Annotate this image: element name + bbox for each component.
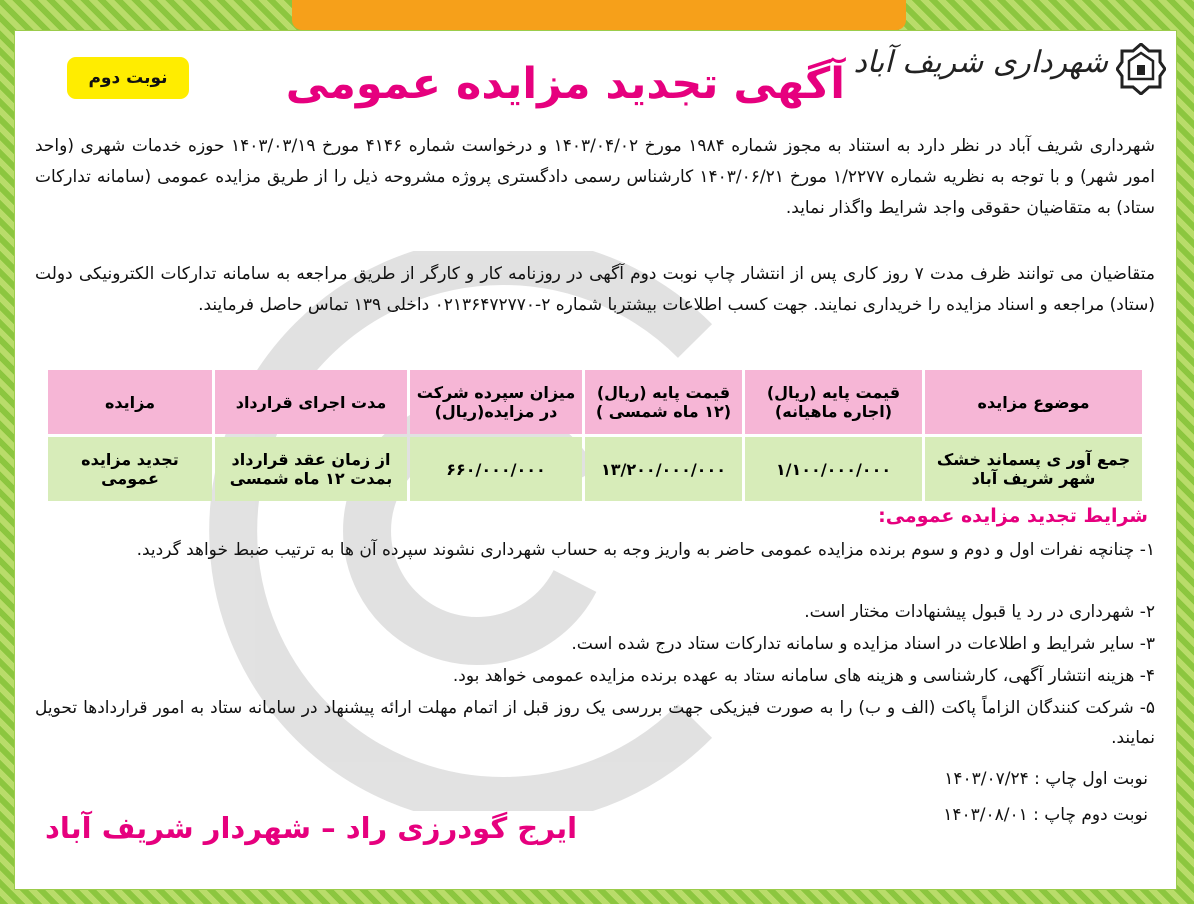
cell-auction: تجدید مزایده عمومی — [48, 437, 212, 501]
second-print-date: نوبت دوم چاپ : ۱۴۰۳/۰۸/۰۱ — [943, 805, 1148, 825]
intro-paragraph-2: متقاضیان می توانند ظرف مدت ۷ روز کاری پس از انتشار چاپ نوبت دوم آگهی در روزنامه کار و کارگر از طریق مراجعه به سامانه تدارکات الکترونیکی دولت (ستاد) مراجعه و اسناد مزایده را خریداری نمایند. جهت کسب اطلاعات بیشتربا شماره ۲-۰۲۱۳۶۴۷۲۷۷۰ داخلی ۱۳۹ تماس حاصل فرمایند. — [35, 264, 1155, 315]
municipality-name: شهرداری شریف آباد — [853, 45, 1108, 80]
condition-item: ۳- سایر شرایط و اطلاعات در اسناد مزایده و سامانه تدارکات ستاد درج شده است. — [571, 634, 1155, 654]
cell-monthly-price: ۱/۱۰۰/۰۰۰/۰۰۰ — [745, 437, 922, 501]
header-deposit: میزان سپرده شرکت در مزایده(ریال) — [410, 370, 582, 434]
header-monthly-price: قیمت پایه (ریال) (اجاره ماهیانه) — [745, 370, 922, 434]
header-subject: موضوع مزایده — [925, 370, 1142, 434]
cell-annual-price: ۱۳/۲۰۰/۰۰۰/۰۰۰ — [585, 437, 742, 501]
cell-subject: جمع آور ی پسماند خشک شهر شریف آباد — [925, 437, 1142, 501]
notice-body — [14, 30, 1177, 890]
municipality-emblem-icon — [1116, 43, 1166, 95]
cell-duration: از زمان عقد قرارداد بمدت ۱۲ ماه شمسی — [215, 437, 407, 501]
mayor-signature: ایرج گودرزی راد – شهردار شریف آباد — [45, 811, 578, 845]
condition-item: ۲- شهرداری در رد یا قبول پیشنهادات مختار است. — [804, 602, 1155, 622]
cell-deposit: ۶۶۰/۰۰۰/۰۰۰ — [410, 437, 582, 501]
header-auction: مزایده — [48, 370, 212, 434]
round-badge: نوبت دوم — [67, 57, 189, 99]
table-header-row — [48, 370, 1142, 434]
top-orange-tab — [292, 0, 906, 30]
intro-paragraph-1: شهرداری شریف آباد در نظر دارد به استناد به مجوز شماره ۱۹۸۴ مورخ ۱۴۰۳/۰۴/۰۲ و درخواست شماره ۴۱۴۶ مورخ ۱۴۰۳/۰۳/۱۹ حوزه خدمات شهری (واحد امور شهر) و با توجه به نظریه شماره ۱/۲۲۷۷ مورخ ۱۴۰۳/۰۶/۲۱ کارشناس رسمی دادگستری پروژه مشروحه ذیل را از طریق مزایده عمومی (سامانه تدارکات ستاد) به متقاضیان حقوقی واجد شرایط واگذار نماید. — [35, 136, 1155, 218]
header-duration: مدت اجرای قرارداد — [215, 370, 407, 434]
auction-table — [45, 367, 1145, 504]
condition-item: ۱- چنانچه نفرات اول و دوم و سوم برنده مزایده عمومی حاضر به واریز وجه به حساب شهرداری نشوند سپرده آن ها به ترتیب ضبط خواهد گردید. — [136, 540, 1155, 560]
header-annual-price: قیمت پایه (ریال) (۱۲ ماه شمسی ) — [585, 370, 742, 434]
first-print-date: نوبت اول چاپ : ۱۴۰۳/۰۷/۲۴ — [944, 769, 1148, 789]
condition-item: ۴- هزینه انتشار آگهی، کارشناسی و هزینه های سامانه ستاد به عهده برنده مزایده عمومی خواهد بود. — [452, 666, 1155, 686]
table-row — [48, 437, 1142, 501]
conditions-title: شرایط تجدید مزایده عمومی: — [878, 505, 1148, 527]
condition-item: ۵- شرکت کنندگان الزاماً پاکت (الف و ب) را به صورت فیزیکی جهت بررسی یک روز قبل از اتمام مهلت ارائه پیشنهاد در سامانه ستاد به امور قراردادها تحویل نمایند. — [35, 698, 1155, 748]
page-title: آگهی تجدید مزایده عمومی — [285, 59, 845, 109]
